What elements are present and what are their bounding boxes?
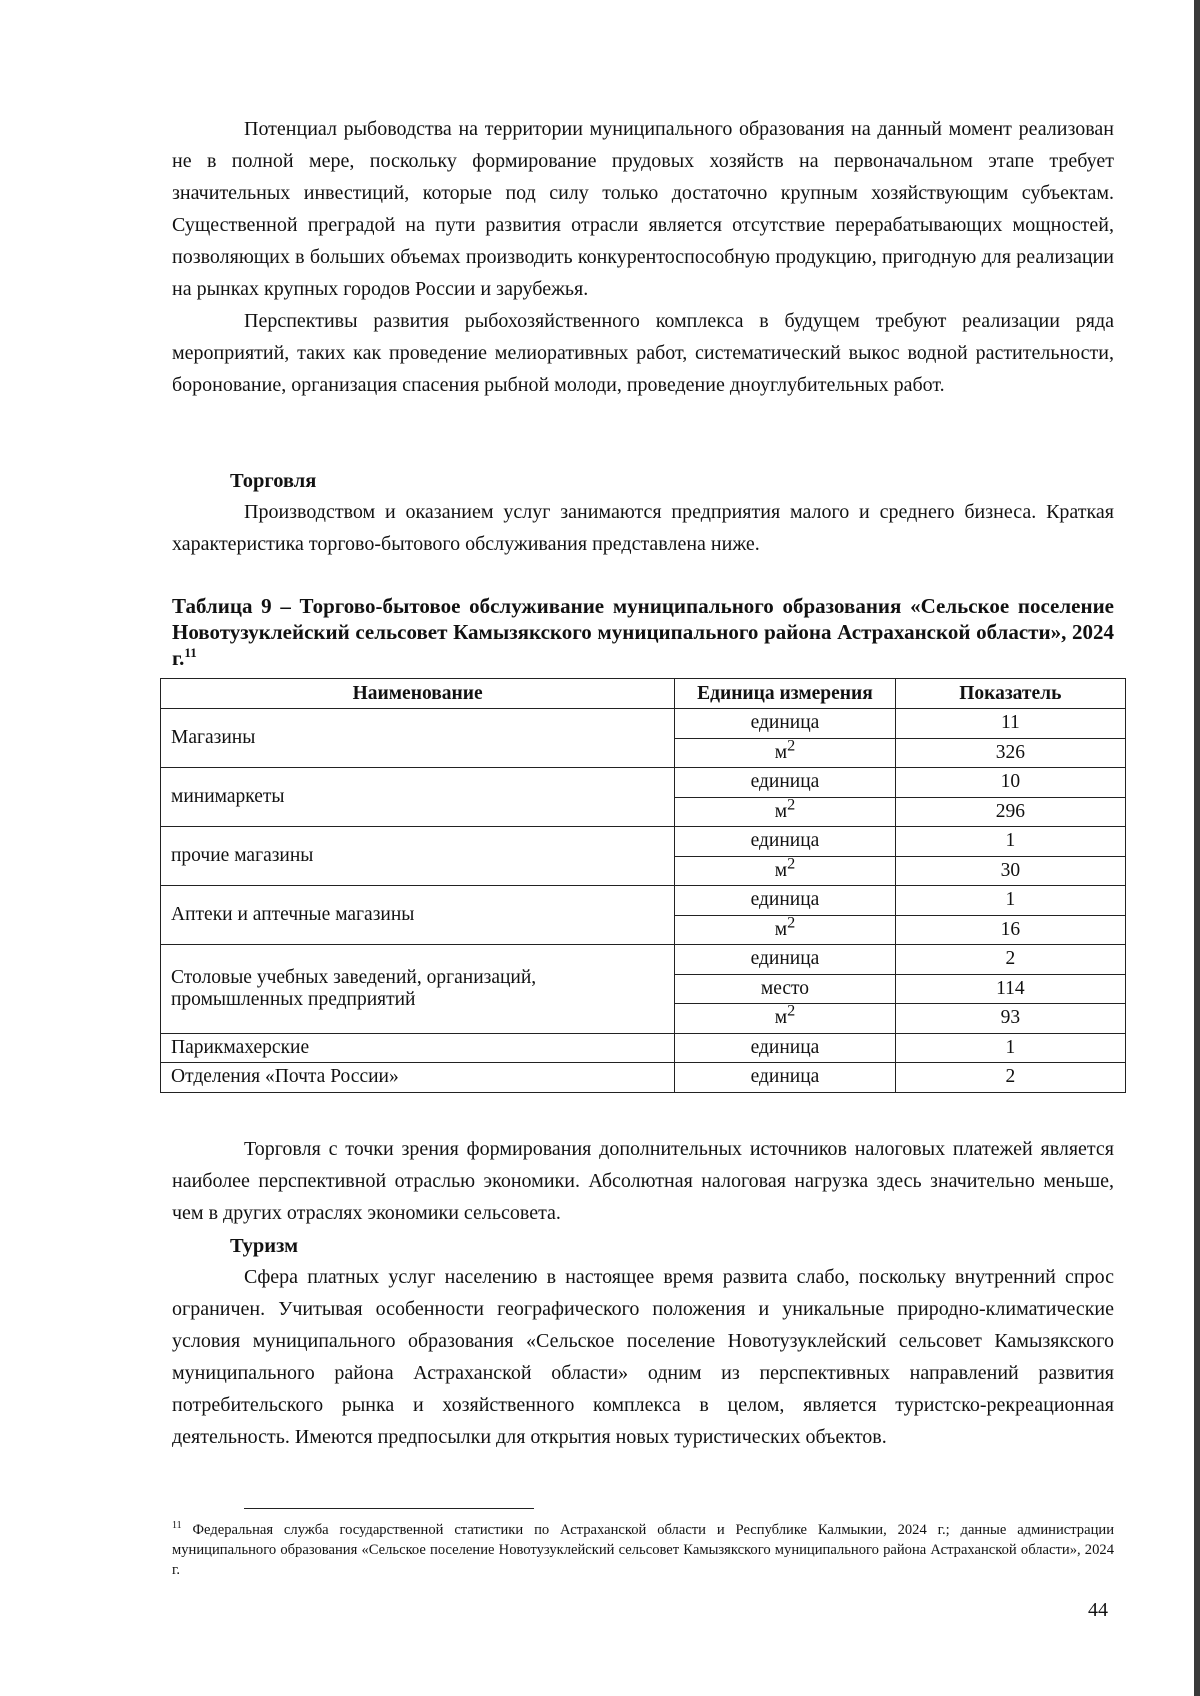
cell-value: 30 <box>895 856 1125 886</box>
table-row <box>161 945 1126 975</box>
table-caption-footnote-ref: 11 <box>184 645 197 660</box>
cell-name: Магазины <box>161 709 675 768</box>
cell-unit: единица <box>675 827 895 857</box>
body-text-after-table <box>172 1133 1114 1229</box>
table-caption <box>172 593 1114 671</box>
unit-base: м <box>774 918 788 940</box>
cell-name: Отделения «Почта России» <box>161 1063 675 1093</box>
cell-unit <box>675 856 895 886</box>
unit-base: м <box>774 1007 788 1029</box>
header-name: Наименование <box>161 679 675 709</box>
cell-value: 2 <box>895 1063 1125 1093</box>
unit-base: м <box>774 859 788 881</box>
cell-value: 11 <box>895 709 1125 739</box>
footnote <box>172 1520 1114 1580</box>
unit-base: м <box>774 800 788 822</box>
heading-tourism: Туризм <box>230 1235 299 1257</box>
cell-value: 2 <box>895 945 1125 975</box>
cell-name: минимаркеты <box>161 768 675 827</box>
unit-exponent: 2 <box>787 913 796 932</box>
cell-unit: единица <box>675 945 895 975</box>
cell-unit <box>675 738 895 768</box>
cell-value: 326 <box>895 738 1125 768</box>
heading-trade: Торговля <box>230 470 317 492</box>
cell-value: 1 <box>895 1033 1125 1063</box>
table-row <box>161 709 1126 739</box>
page-number: 44 <box>1088 1599 1108 1621</box>
footnote-text: Федеральная служба государственной статистики по Астраханской области и Республике Калмыкии, 2024 г.; данные администрации муниципального образования «Сельское поселение Новотузуклейский сельсовет Камызякского муниципального района Астраханской области», 2024 г. <box>172 1522 1115 1578</box>
table-row <box>161 1033 1126 1063</box>
paragraph-trade-taxes: Торговля с точки зрения формирования дополнительных источников налоговых платежей является наиболее перспективной отраслью экономики. Абсолютная налоговая нагрузка здесь значительно меньше, чем в других отраслях экономики сельсовета. <box>172 1138 1114 1224</box>
paragraph-trade: Производством и оказанием услуг занимаются предприятия малого и среднего бизнеса. Краткая характеристика торгово-бытового обслуживания представлена ниже. <box>172 501 1114 555</box>
cell-value: 114 <box>895 974 1125 1004</box>
cell-name: Парикмахерские <box>161 1033 675 1063</box>
table-row <box>161 768 1126 798</box>
cell-unit <box>675 1001 895 1034</box>
footnote-separator <box>244 1508 534 1509</box>
body-text-tourism <box>172 1261 1114 1453</box>
paragraph-fishery-prospects: Перспективы развития рыбохозяйственного комплекса в будущем требуют реализации ряда мероприятий, таких как проведение мелиоративных работ, систематический выкос водной растительности, боронование, организация спасения рыбной молоди, проведение дноуглубительных работ. <box>172 310 1114 396</box>
cell-value: 10 <box>895 768 1125 798</box>
cell-unit <box>675 915 895 945</box>
cell-unit <box>675 797 895 827</box>
cell-unit: единица <box>675 768 895 798</box>
header-unit: Единица измерения <box>675 679 895 709</box>
body-text-trade <box>172 496 1114 560</box>
table-header-row <box>161 679 1126 709</box>
cell-value: 1 <box>895 827 1125 857</box>
unit-exponent: 2 <box>787 736 796 755</box>
table-body <box>161 709 1126 1093</box>
cell-unit: единица <box>675 1063 895 1093</box>
table-row <box>161 886 1126 916</box>
cell-unit: единица <box>675 886 895 916</box>
paragraph-tourism: Сфера платных услуг населению в настоящее время развита слабо, поскольку внутренний спрос ограничен. Учитывая особенности географического положения и уникальные природно-климатические условия муниципального образования «Сельское поселение Новотузуклейский сельсовет Камызякского муниципального района Астраханской области» одним из перспективных направлений развития потребительского рынка и хозяйственного комплекса в целом, является туристско-рекреационная деятельность. Имеются предпосылки для открытия новых туристических объектов. <box>172 1266 1114 1448</box>
body-text-top <box>172 113 1114 401</box>
unit-exponent: 2 <box>787 1001 796 1020</box>
cell-value: 16 <box>895 915 1125 945</box>
cell-name: Аптеки и аптечные магазины <box>161 886 675 945</box>
services-table <box>160 678 1126 1093</box>
cell-name: Столовые учебных заведений, организаций, промышленных предприятий <box>161 945 675 1034</box>
unit-base: м <box>774 741 788 763</box>
cell-unit: единица <box>675 709 895 739</box>
cell-value: 1 <box>895 886 1125 916</box>
page-edge-shadow <box>1194 0 1200 1696</box>
cell-value: 296 <box>895 797 1125 827</box>
header-value: Показатель <box>895 679 1125 709</box>
table-caption-text: Таблица 9 – Торгово-бытовое обслуживание муниципального образования «Сельское поселение Новотузуклейский сельсовет Камызякского муниципального района Астраханской области», 2024 г. <box>172 594 1114 670</box>
cell-unit: единица <box>675 1033 895 1063</box>
cell-value: 93 <box>895 1004 1125 1034</box>
footnote-number: 11 <box>172 1520 182 1532</box>
paragraph-fish-farming: Потенциал рыбоводства на территории муниципального образования на данный момент реализован не в полной мере, поскольку формирование прудовых хозяйств на первоначальном этапе требует значительных инвестиций, которые под силу только достаточно крупным хозяйствующим субъектам. Существенной преградой на пути развития отрасли является отсутствие перерабатывающих мощностей, позволяющих в больших объемах производить конкурентоспособную продукцию, пригодную для реализации на рынках крупных городов России и зарубежья. <box>172 118 1114 300</box>
unit-exponent: 2 <box>787 854 796 873</box>
table-row <box>161 1063 1126 1093</box>
cell-unit: место <box>675 974 895 1004</box>
table-row <box>161 827 1126 857</box>
cell-name: прочие магазины <box>161 827 675 886</box>
unit-exponent: 2 <box>787 795 796 814</box>
